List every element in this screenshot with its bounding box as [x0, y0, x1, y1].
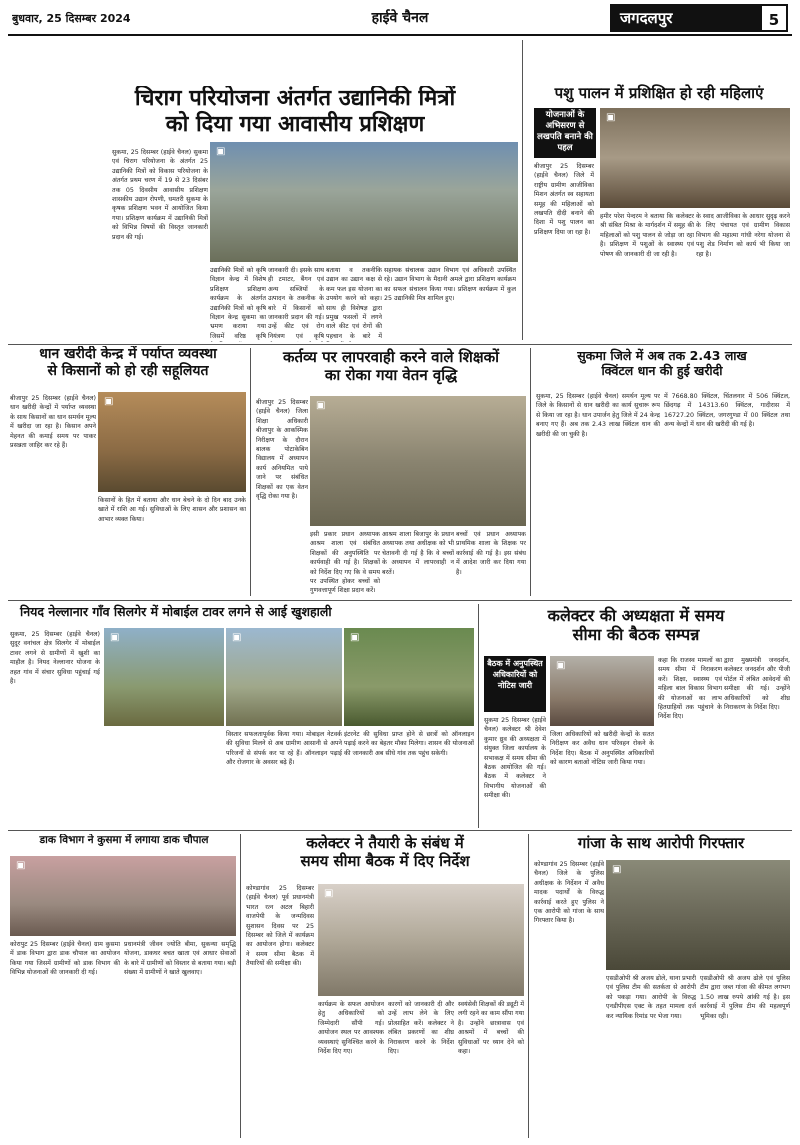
article6-col2: विस्तार सफलतापूर्वक किया गया। मोबाइल नेटवर्क की सुविधा मिलने से अब ग्रामीण आसानी से अपने परिजनों से संपर्क कर पा रहे हैं। ऑनलाइन पढ़ाई और रोजगार के अवसर बढ़े हैं। — [226, 731, 342, 767]
photo-icon: ▣ — [232, 632, 242, 643]
masthead-date: बुधवार, 25 दिसम्बर 2024 — [12, 12, 131, 25]
article10-col1: कोण्डागांव 25 दिसम्बर (हाईवे चैनल) जिले के पुलिस अधीक्षक के निर्देशन में अवैध मादक पदार्थों के विरुद्ध कार्रवाई करते हुए पुलिस ने एक आरोपी को गांजा के साथ गिरफ्तार किया है। — [534, 861, 604, 925]
photo-icon: ▣ — [612, 864, 622, 875]
masthead-city-box — [610, 4, 788, 32]
divider-vertical — [250, 348, 251, 596]
article9-headline-line2: समय सीमा बैठक में दिए निर्देश — [300, 852, 470, 870]
article6-col3: इंटरनेट की सुविधा प्राप्त होने से छात्रों को ऑनलाइन पढ़ाई करने का बेहतर मौका मिलेगा। शासन की योजनाओं की जानकारी अब सीधे गांव तक पहुंच सकेगी। — [344, 731, 474, 757]
article10-headline: गांजा के साथ आरोपी गिरफ्तार — [577, 834, 745, 852]
article9-headline-line1: कलेक्टर ने तैयारी के संबंध में — [306, 834, 464, 852]
article9-col4: स्वयंसेवी शिक्षकों की ड्यूटी में लगी रहने का काम सौंपा गया है। उन्होंने छात्रावास एवं आश्रमों में बच्चों की सुविधाओं पर ध्यान देने को कहा। — [458, 1001, 524, 1056]
photo-icon: ▣ — [316, 400, 326, 411]
photo-icon: ▣ — [606, 112, 616, 123]
article8-col1: कोरापुट 25 दिसम्बर (हाईवे चैनल) ग्राम कुसमा में डाक विभाग द्वारा डाक चौपाल का आयोजन किया गया जिसमें ग्रामीणों को डाक विभाग की विभिन्न योजनाओं की जानकारी दी गई। — [10, 941, 120, 977]
article4-headline-line2: का रोका गया वेतन वृद्धि — [324, 366, 458, 384]
article2-photo — [600, 108, 790, 208]
article6-photo-right — [344, 628, 474, 726]
article6-col1: सुकमा, 25 दिसम्बर (हाईवे चैनल) सुदूर वनांचल क्षेत्र सिलगेर में मोबाईल टावर लगने से ग्रामीणों में खुशी का माहौल है। नियद नेल्लानार योजना के तहत गांव में संचार सुविधा पहुंचाई गई है। — [10, 631, 100, 686]
masthead-page-number: 5 — [760, 4, 788, 32]
article9-col3: कारगों को जानकारी दी और उन्हें लाभ लेने के लिए प्रोत्साहित करें। कलेक्टर ने लंबित प्रकरणों का शीघ्र निराकरण करने के निर्देश दिए। — [388, 1001, 454, 1056]
article7-col3: कहा कि राजस्व मामलों का समय सीमा में निराकरण करें। शिक्षा, स्वास्थ्य एवं महिला बाल विकास विभाग की योजनाओं का लाभ हितग्राहियों तक पहुंचाने के निर्देश दिए। — [658, 657, 722, 721]
article5-headline-line1: सुकमा जिले में अब तक 2.43 लाख — [577, 348, 747, 363]
article7-headline-line1: कलेक्टर की अध्यक्षता में समय — [547, 606, 725, 625]
article4-headline-line1: कर्तव्य पर लापरवाही करने वाले शिक्षकों — [282, 348, 500, 366]
article6-photo-left — [104, 628, 224, 726]
article8-headline: डाक विभाग ने कुसमा में लगाया डाक चौपाल — [39, 834, 209, 846]
photo-icon: ▣ — [324, 888, 334, 899]
article2-col1: बीजापुर 25 दिसम्बर (हाईवे चैनल) जिले में राष्ट्रीय ग्रामीण आजीविका मिशन अंतर्गत स्व सहायता समूह की महिलाओं को लखपति दीदी बनाने की दिशा में पशु पालन का प्रशिक्षण दिया जा रहा है। — [534, 163, 594, 236]
article3-col1: बीजापुर 25 दिसम्बर (हाईवे चैनल) धान खरीदी केन्द्रों में पर्याप्त व्यवस्था के साथ किसानों का धान समर्थन मूल्य में खरीदा जा रहा है। किसान अपने मेहनत की कमाई समय पर पाकर प्रसन्नता जाहिर कर रहे हैं। — [10, 395, 96, 450]
photo-icon: ▣ — [16, 860, 26, 871]
article1-col3: जानकारी दी। इसके साथ ही टमाटर, बैंगन एवं अन्य सब्जियों के उत्पादन के तकनीक के बारे में किसानों को जानकारी प्रदान की गई। उन्हें कीट एवं रोग नियंत्रण एवं कृषि — [268, 267, 324, 340]
photo-icon: ▣ — [556, 660, 566, 671]
divider-horizontal — [8, 600, 792, 601]
article4-photo — [310, 396, 526, 526]
divider-vertical — [522, 40, 523, 340]
divider-vertical — [528, 834, 529, 1138]
article1-headline — [100, 86, 490, 138]
article3-headline-line1: धान खरीदी केन्द्र में पर्याप्त व्यवस्था — [39, 346, 217, 362]
article4-headline — [254, 348, 528, 394]
article6-headline: नियद नेल्लानार गाँव सिलगेर में मोबाईल टावर लगने से आई खुशहाली — [20, 604, 332, 619]
article9-headline — [244, 834, 526, 880]
article5-col1: सुकमा, 25 दिसम्बर (हाईवे चैनल) समर्थन मूल्य पर जिले के किसानों से धान खरीदी का कार्य सुचारू रूप से किया जा रहा है। धान उपार्जन हेतु जिले में 24 केन्द्र बनाए गए हैं। अब तक 2.43 लाख क्विंटल धान की खरीदी की जा चुकी है। — [536, 393, 660, 438]
article1-col5: सहायक संचालक उद्यान विभाग एवं अधिकारी उपस्थित रहे। उद्यान विभाग के मैदानी अमले द्वारा प्रशिक्षण कार्यक्रम का सफल संचालन किया गया। प्रशिक्षण कार्यक्रम में कुल 25 उद्यानिकी मित्र शामिल हुए। — [384, 267, 516, 303]
photo-icon: ▣ — [110, 632, 120, 643]
article1-col4: बताया व तकनीकि उद्यान का उद्यान कक्ष से कम फल इस योजना का उपयोग करने को कहा। साथ ही विशेषज्ञ द्वारा प्रमुख फसलों में लगने वाले कीट एवं रोगों की पहचान के बारे में — [326, 267, 382, 340]
article9-photo — [318, 884, 524, 996]
photo-icon: ▣ — [104, 396, 114, 407]
article3-headline-line2: से किसानों को हो रही सहूलियत — [47, 362, 209, 379]
article4-col4: बच्चों एवं प्रधान अध्यापक प्राथमिक शाला के शिक्षक पर कार्रवाई की गई है। इस संबंध में आदेश जारी कर दिया गया है। — [456, 531, 526, 576]
article7-col4: द्वारा मुख्यमंत्री जनदर्शन, कलेक्टर जनदर्शन और पीजी पोर्टल में लंबित आवेदनों की समीक्षा की गई। उन्होंने अधिकारियों को शीघ्र निराकरण के निर्देश दिए। — [724, 657, 790, 712]
article5-col2: में 7668.80 क्विंटल, चिंतलनार में 506 क्विंटल, छिंदगढ़ में 14313.60 क्विंटल, गादीरास में 16727.20 क्विंटल, जगरगुण्डा में 00 क्विंटल तथा अन्य केन्द्रों में धान की खरीदी की गई है। — [664, 393, 790, 429]
article10-photo — [606, 860, 790, 970]
article4-col2: इसी प्रकार प्रधान अध्यापक आश्रम शाला एवं संबंधित शिक्षकों की अनुपस्थिति पर कार्यवाही की गई है। शिक्षकों को निर्देश दिए गए कि वे समय पर उपस्थित होकर बच्चों को गुणवत्तापूर्ण शिक्षा प्रदान करें। — [310, 531, 380, 594]
masthead-paper-name: हाईवे चैनल — [371, 10, 429, 26]
article7-photo — [550, 656, 654, 726]
article2-tag: योजनाओं के अभिसरण से लखपति बनाने की पहल — [534, 108, 596, 158]
article5-headline-line2: क्विंटल धान की हुई खरीदी — [601, 363, 723, 378]
divider-vertical — [478, 604, 479, 828]
article1-headline-line2: को दिया गया आवासीय प्रशिक्षण — [165, 112, 425, 138]
photo-icon: ▣ — [350, 632, 360, 643]
article4-col1: बीजापुर 25 दिसम्बर (हाईवे चैनल) जिला शिक्षा अधिकारी बीजापुर के आकस्मिक निरीक्षण के दौरान बालक पोटाकेबिन विद्यालय में अध्यापन कार्य अनियमित पाये जाने पर संबंधित शिक्षकों का एक वेतन वृद्धि रोका गया है। — [256, 399, 308, 501]
article2-col3: के स्वाद आजीविका के आधार सुदृढ़ करने के लिए पंचायत एवं ग्रामीण विकास विभाग की महात्मा गांधी नरेगा योजना से पशु शेड निर्माण को कार्य भी किया जा रहा है। — [696, 213, 790, 258]
masthead-rule — [8, 34, 792, 36]
article4-col3: आश्रम शाला बिजापुर के प्रधान अध्यापक तथा अधीक्षक को भी चेतावनी दी गई है कि वे बच्चों के अध्यापन में लापरवाही न बरतें। — [382, 531, 454, 576]
article3-col2: किसानों के हित में बताया और धान बेचने के दो दिन बाद उनके खाते में राशि आ गई। सुविधाओं के लिए शासन और प्रशासन का आभार व्यक्त किया। — [98, 497, 246, 523]
article7-col1: सुकमा 25 दिसम्बर (हाईवे चैनल) कलेक्टर श्री देवेश कुमार ध्रुव की अध्यक्षता में संयुक्त जिला कार्यालय के सभाकक्ष में समय सीमा की बैठक आयोजित की गई। बैठक में कलेक्टर ने विभागीय योजनाओं की समीक्षा की। — [484, 717, 546, 800]
divider-vertical — [530, 348, 531, 596]
article1-photo — [210, 142, 518, 262]
article5-headline — [534, 348, 790, 388]
masthead-city: जगदलपुर — [620, 9, 673, 27]
divider-horizontal — [8, 344, 792, 345]
photo-icon: ▣ — [216, 146, 226, 157]
article1-headline-line1: चिराग परियोजना अंतर्गत उद्यानिकी मित्रों — [134, 86, 456, 111]
article7-tag: बैठक में अनुपस्थित अधिकारियों को नोटिस जारी — [484, 656, 546, 712]
article2-col2: हमीर परेश पेन्दरम ने बताया कि कलेक्टर श्री संबित मिश्रा के मार्गदर्शन में समूह की महिलाओं को पशु पालन से जोड़ा जा रहा है। प्रशिक्षण में पशुओं के स्वास्थ्य एवं पोषण की जानकारी दी जा रही है। — [600, 213, 694, 258]
article1-col1: सुकमा, 25 दिसम्बर (हाईवे चैनल) सुकमा एवं चिराग परियोजना के अंतर्गत 25 उद्यानिकी मित्रों को विकास परियोजना के अंतर्गत प्रथम चरण में 19 से 23 दिसंबर तक 05 दिवसीय आवासीय प्रशिक्षण शासकीय उद्यान रोपणी, धमतरी सुकमा के कृषक प्रशिक्षण भवन में आयोजित किया गया। प्रशिक्षण कार्यक्रम में उद्यानिकी मित्रों को विभिन्न विषयों की विस्तृत जानकारी प्रदान की गई। — [112, 149, 208, 241]
divider-vertical — [240, 834, 241, 1138]
article3-photo — [98, 392, 246, 492]
divider-horizontal — [8, 830, 792, 831]
article1-col2: उद्यानिकी मित्रों को कृषि विज्ञान केन्द्र में विशेष प्रशिक्षण प्रशिक्षण कार्यक्रम के अंतर्गत उद्यानिकी मित्रों को कृषि विज्ञान केन्द्र सुकमा का भ्रमण कराया गया जिसमें वरिष्ठ कृषि — [210, 267, 266, 340]
article9-col2: कार्यक्रम के सफल आयोजन हेतु अधिकारियों को जिम्मेदारी सौंपी गई। आयोजन स्थल पर आवश्यक व्यवस्थाएं सुनिश्चित करने के निर्देश दिए गए। — [318, 1001, 384, 1056]
article7-headline — [482, 606, 790, 654]
article6-photo-center — [226, 628, 342, 726]
article7-headline-line2: सीमा की बैठक सम्पन्न — [572, 625, 700, 645]
article9-col1: कोण्डागांव 25 दिसम्बर (हाईवे चैनल) पूर्व प्रधानमंत्री भारत रत्न अटल बिहारी वाजपेयी के जन्मदिवस सुशासन दिवस पर 25 दिसम्बर को जिले में कार्यक्रम का आयोजन होगा। कलेक्टर ने समय सीमा बैठक में तैयारियों की समीक्षा की। — [246, 885, 314, 968]
article3-headline — [8, 346, 248, 390]
article10-col2: एसडीओपी श्री अजय ढोले, थाना प्रभारी एवं पुलिस टीम की सतर्कता से आरोपी को पकड़ा गया। आरोपी के विरुद्ध एनडीपीएस एक्ट के तहत मामला दर्ज कर न्यायिक रिमांड पर भेजा गया। — [606, 975, 696, 1020]
article7-col2: जिला अधिकारियों को खरीदी केन्द्रों के सतत निरीक्षण कर अवैध धान परिवहन रोकने के निर्देश दिए। बैठक में अनुपस्थित अधिकारियों को कारण बताओ नोटिस जारी किया गया। — [550, 731, 654, 767]
article8-col2: प्रधानमंत्री जीवन ज्योति बीमा, सुकन्या समृद्धि योजना, डाकघर बचत खाता एवं आधार सेवाओं के बारे में ग्रामीणों को विस्तार से बताया गया। बड़ी संख्या में ग्रामीणों ने खाते खुलवाए। — [124, 941, 236, 977]
article10-col3: एसडीओपी श्री अजय ढोले एवं पुलिस टीम द्वारा जब्त गांजा की कीमत लगभग 1.50 लाख रुपये आंकी गई है। इस कार्रवाई में पुलिस टीम की महत्वपूर्ण भूमिका रही। — [700, 975, 790, 1020]
article8-photo — [10, 856, 236, 936]
article2-headline: पशु पालन में प्रशिक्षित हो रही महिलाएं — [554, 84, 764, 102]
